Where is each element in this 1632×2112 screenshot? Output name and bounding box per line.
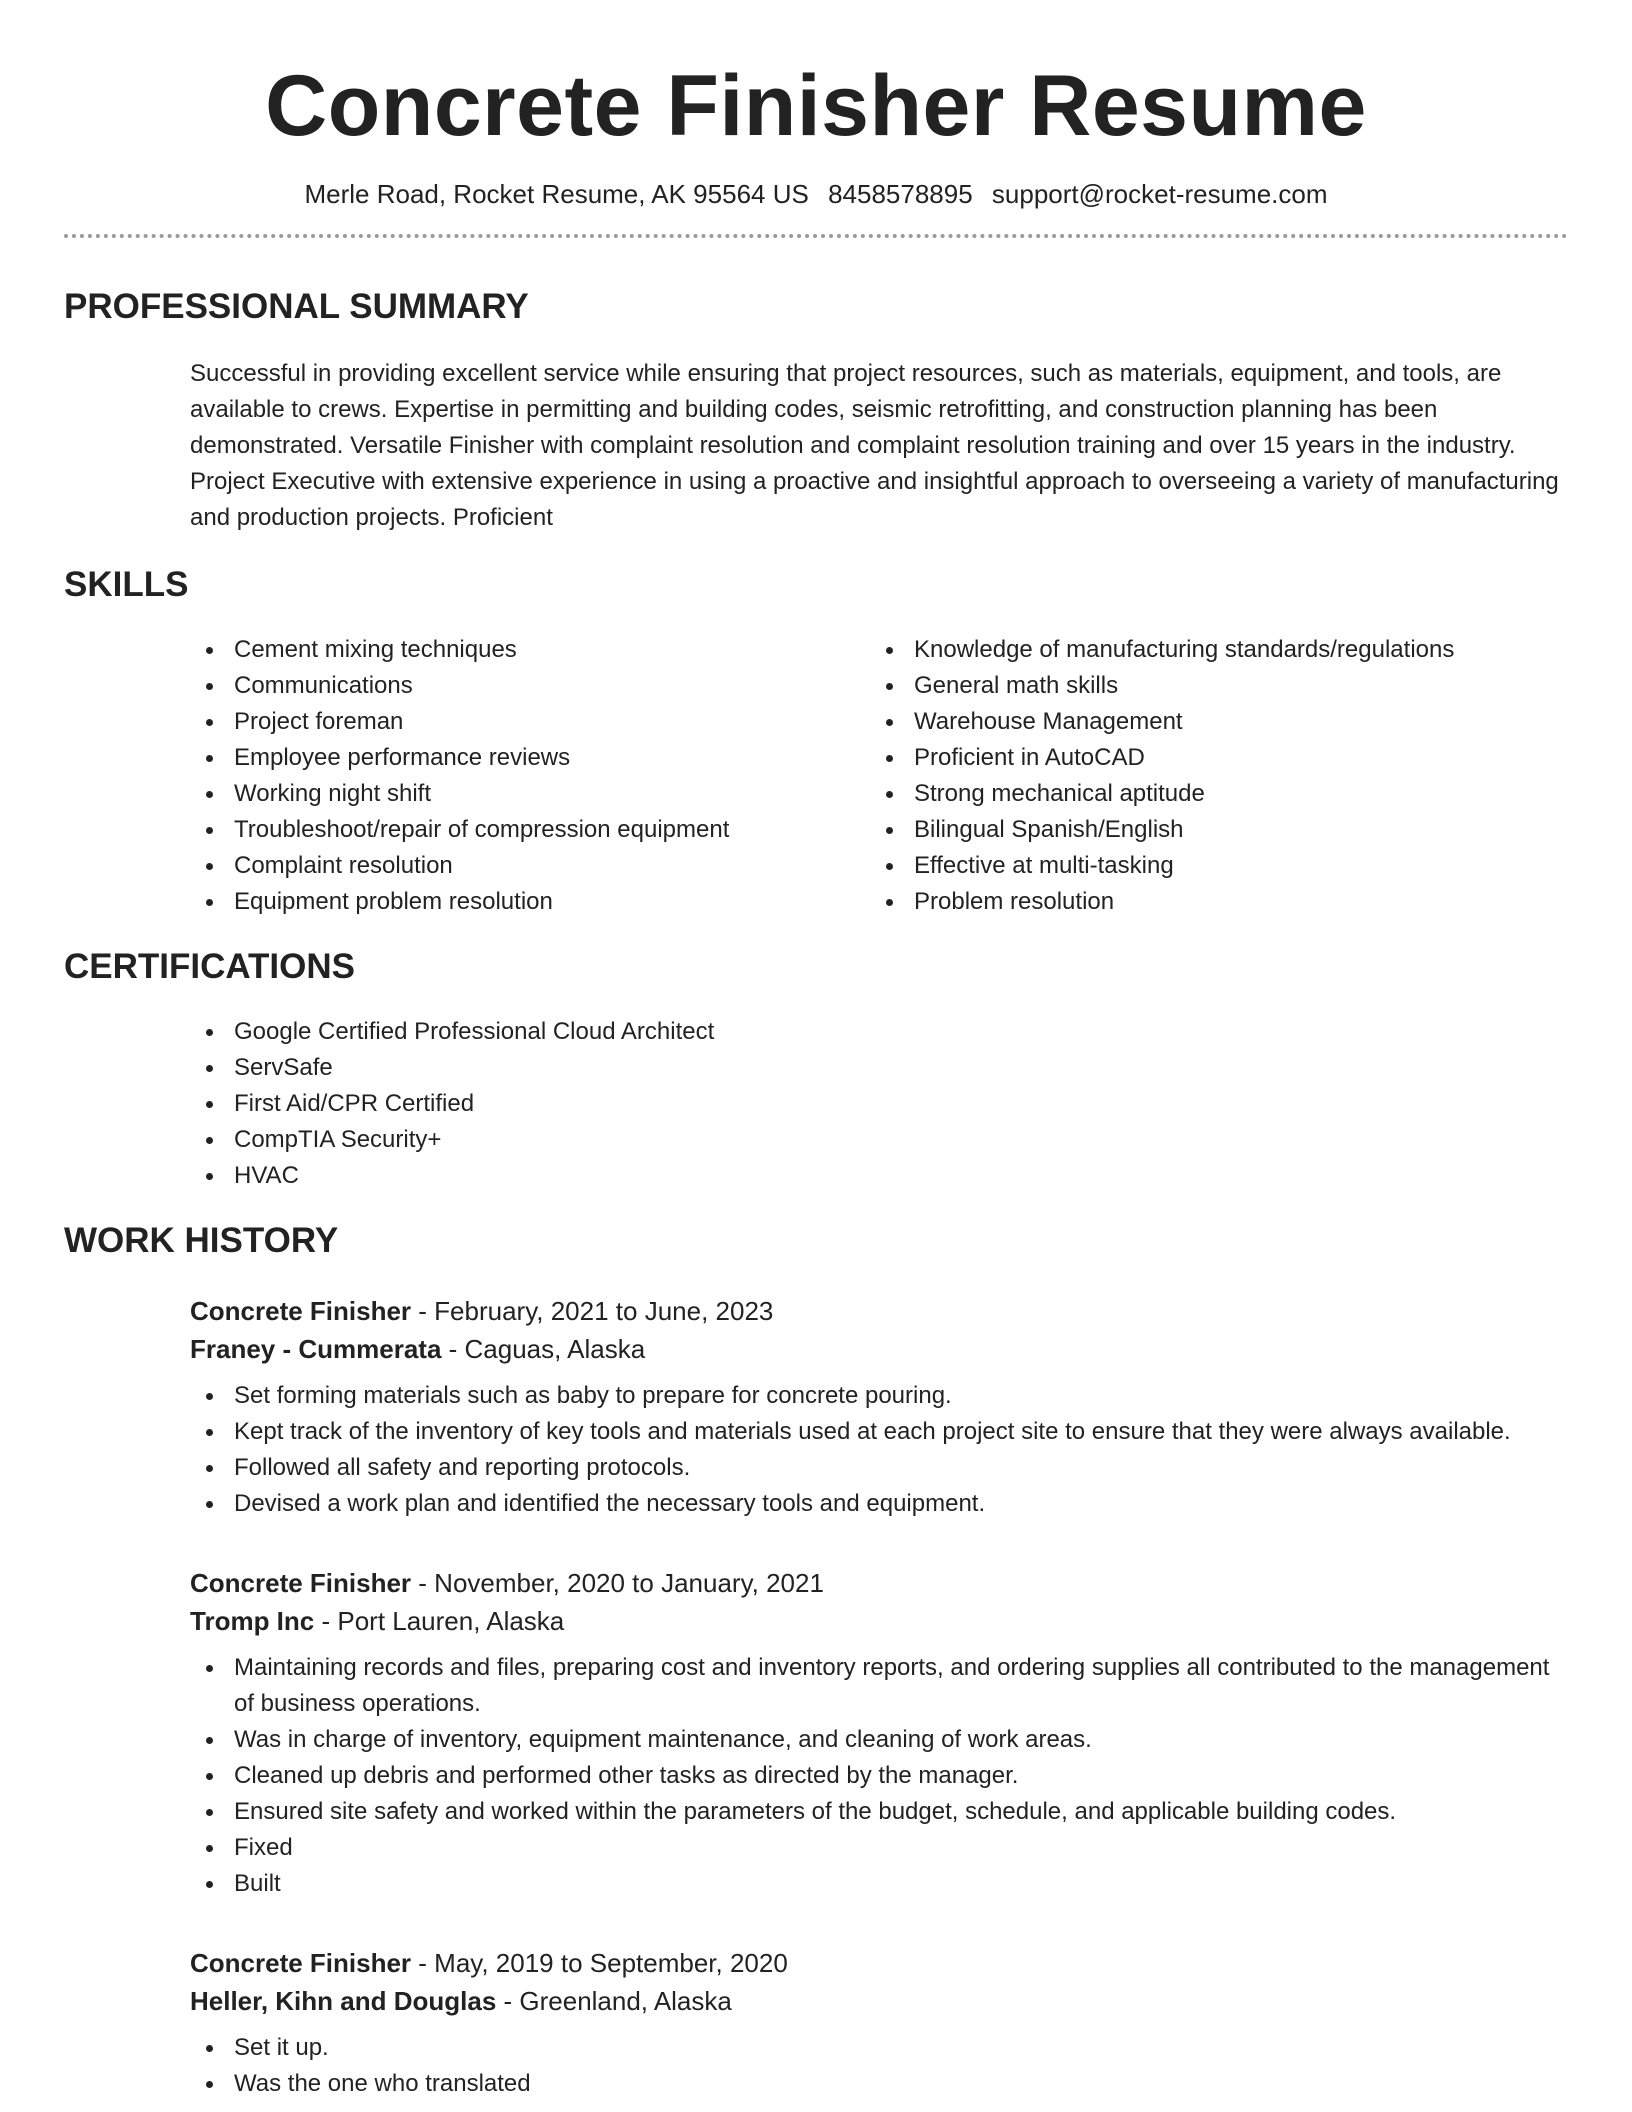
job-duty: Built [190, 1866, 1568, 1902]
job-duty: Ensured site safety and worked within the parameters of the budget, schedule, and applicable building codes. [190, 1794, 1568, 1830]
job-title: Concrete Finisher [190, 1568, 412, 1598]
job-duties-list [190, 1378, 1568, 1522]
skill-item: Cement mixing techniques [190, 632, 870, 668]
job-duty: Kept track of the inventory of key tools and materials used at each project site to ensure that they were always available. [190, 1414, 1568, 1450]
contact-phone: 8458578895 [828, 179, 973, 209]
certifications-heading: CERTIFICATIONS [64, 947, 356, 986]
job-dates: - February, 2021 to June, 2023 [411, 1296, 774, 1326]
job-duty: Fixed [190, 1830, 1568, 1866]
skill-item: Bilingual Spanish/English [870, 812, 1550, 848]
header-divider [64, 234, 1568, 238]
skills-grid [190, 632, 1568, 920]
job-title-line [190, 1564, 1568, 1602]
contact-address: Merle Road, Rocket Resume, AK 95564 US [304, 179, 809, 209]
job-title-line [190, 1944, 1568, 1982]
skill-item: Knowledge of manufacturing standards/regulations [870, 632, 1550, 668]
skill-item: Working night shift [190, 776, 870, 812]
job-company-line [190, 1330, 1568, 1368]
job-duty: Devised a work plan and identified the necessary tools and equipment. [190, 1486, 1568, 1522]
job-company-line [190, 1982, 1568, 2020]
resume-title: Concrete Finisher Resume [265, 58, 1367, 154]
certifications-list [190, 1014, 1568, 1194]
summary-text: Successful in providing excellent service while ensuring that project resources, such as materials, equipment, and tools, are available to crews. Expertise in permitting and building codes, seismic retrofitting, and construction planning has been demonstrated. Versatile Finisher with complaint resolution and complaint resolution training and over 15 years in the industry. Project Executive with extensive experience in using a proactive and insightful approach to overseeing a variety of manufacturing and production projects. Proficient [190, 360, 1559, 531]
contact-email: support@rocket-resume.com [991, 179, 1328, 209]
contact-line [64, 178, 1568, 210]
job-duty: Set it up. [190, 2030, 1568, 2066]
certification-item: ServSafe [190, 1050, 1568, 1086]
job-entry [190, 1944, 1568, 2102]
skill-item: Equipment problem resolution [190, 884, 870, 920]
job-company: Tromp Inc [190, 1606, 315, 1636]
job-title: Concrete Finisher [190, 1296, 412, 1326]
job-duty: Was in charge of inventory, equipment maintenance, and cleaning of work areas. [190, 1722, 1568, 1758]
job-location: - Greenland, Alaska [496, 1986, 732, 2016]
skills-heading: SKILLS [64, 565, 189, 604]
job-entry [190, 1292, 1568, 1522]
job-duty: Set forming materials such as baby to prepare for concrete pouring. [190, 1378, 1568, 1414]
skills-right-list [870, 632, 1550, 920]
skills-left-list [190, 632, 870, 920]
job-duty: Followed all safety and reporting protocols. [190, 1450, 1568, 1486]
summary-heading: PROFESSIONAL SUMMARY [64, 287, 529, 326]
job-duties-list [190, 2030, 1568, 2102]
skill-item: Troubleshoot/repair of compression equipment [190, 812, 870, 848]
job-company-line [190, 1602, 1568, 1640]
job-entry [190, 1564, 1568, 1902]
job-location: - Port Lauren, Alaska [314, 1606, 565, 1636]
job-company: Heller, Kihn and Douglas [190, 1986, 497, 2016]
job-duty: Was the one who translated [190, 2066, 1568, 2102]
skill-item: Problem resolution [870, 884, 1550, 920]
skill-item: General math skills [870, 668, 1550, 704]
skill-item: Proficient in AutoCAD [870, 740, 1550, 776]
job-duty: Maintaining records and files, preparing cost and inventory reports, and ordering supplies all contributed to the management of business operations. [190, 1650, 1568, 1722]
skill-item: Effective at multi-tasking [870, 848, 1550, 884]
resume-page [64, 0, 1568, 2112]
job-company: Franey - Cummerata [190, 1334, 442, 1364]
job-dates: - November, 2020 to January, 2021 [411, 1568, 824, 1598]
job-title-line [190, 1292, 1568, 1330]
job-title: Concrete Finisher [190, 1948, 412, 1978]
certification-item: CompTIA Security+ [190, 1122, 1568, 1158]
skill-item: Strong mechanical aptitude [870, 776, 1550, 812]
skill-item: Project foreman [190, 704, 870, 740]
job-duty: Cleaned up debris and performed other tasks as directed by the manager. [190, 1758, 1568, 1794]
certification-item: First Aid/CPR Certified [190, 1086, 1568, 1122]
skill-item: Warehouse Management [870, 704, 1550, 740]
skill-item: Communications [190, 668, 870, 704]
job-dates: - May, 2019 to September, 2020 [411, 1948, 788, 1978]
certification-item: Google Certified Professional Cloud Architect [190, 1014, 1568, 1050]
certification-item: HVAC [190, 1158, 1568, 1194]
job-location: - Caguas, Alaska [441, 1334, 646, 1364]
job-duties-list [190, 1650, 1568, 1902]
work-history-heading: WORK HISTORY [64, 1221, 339, 1260]
skill-item: Employee performance reviews [190, 740, 870, 776]
skill-item: Complaint resolution [190, 848, 870, 884]
